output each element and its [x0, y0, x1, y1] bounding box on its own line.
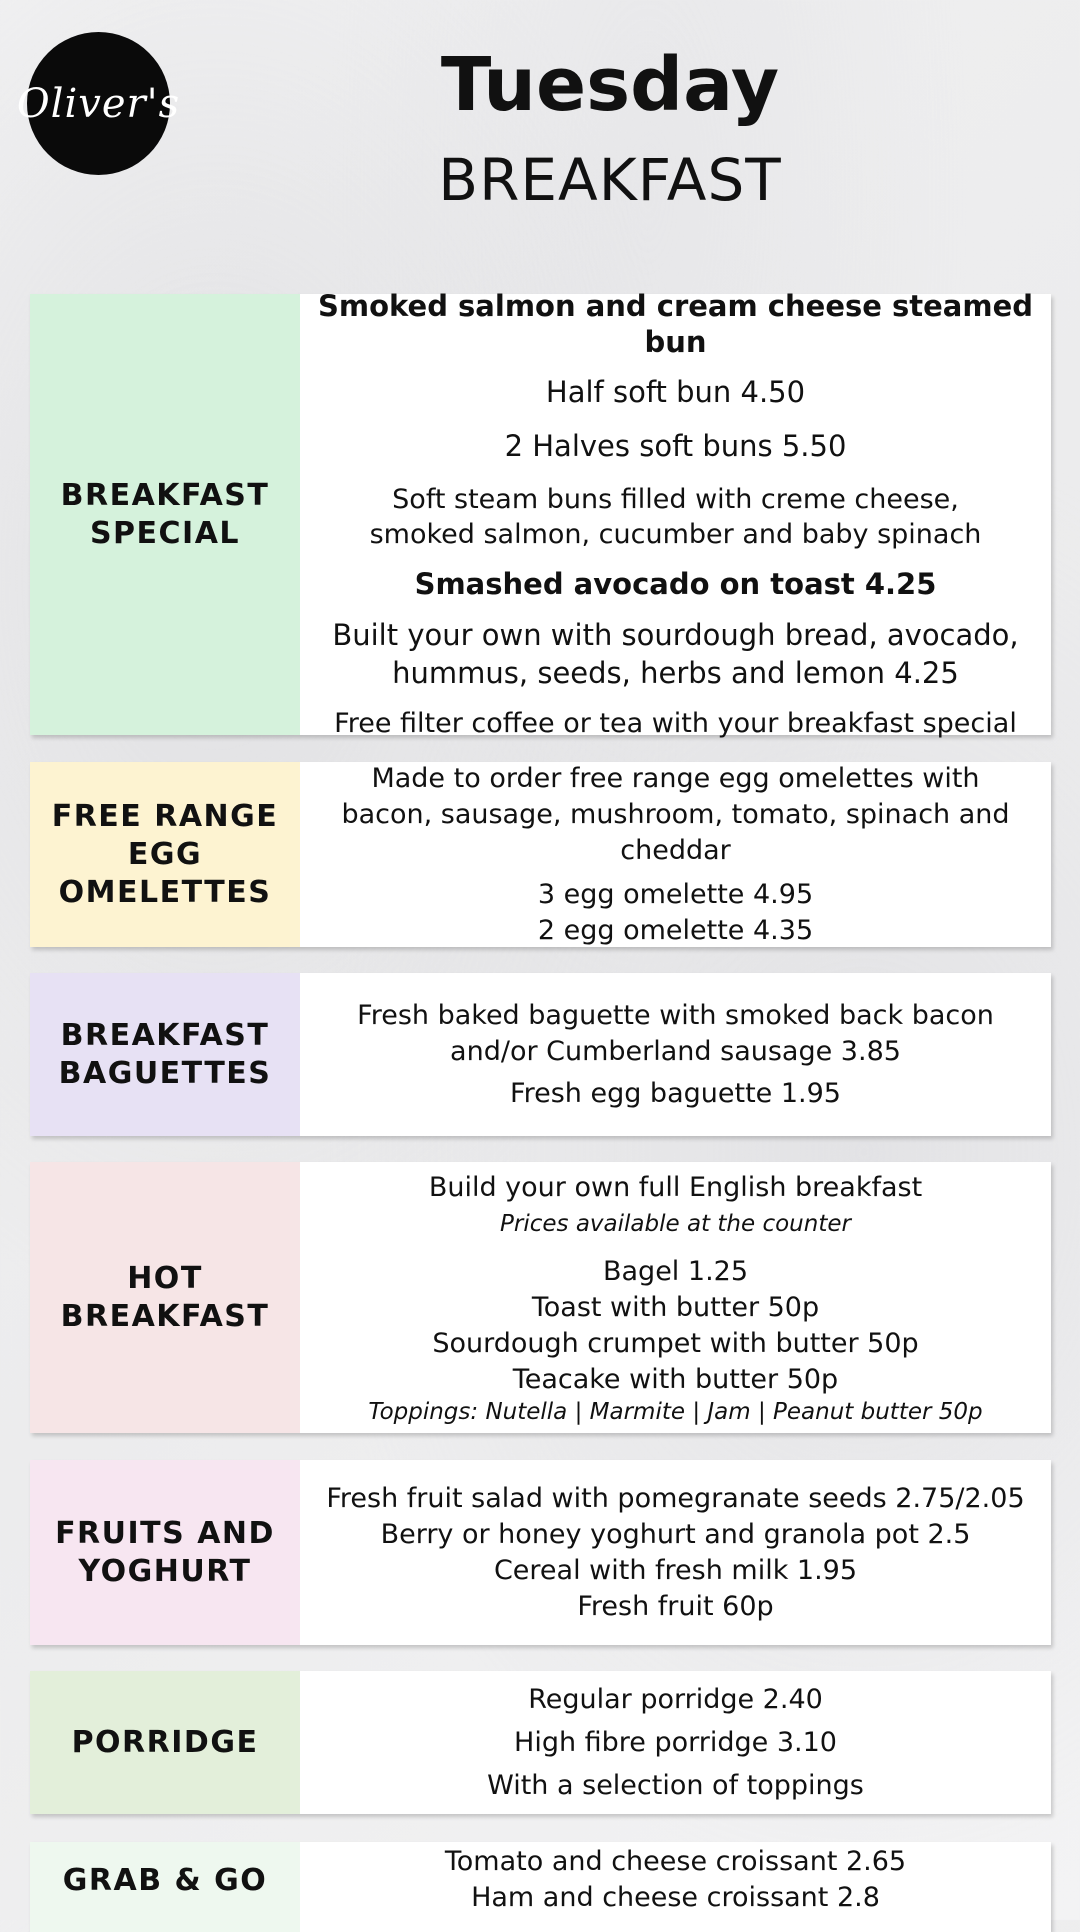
section-label: [30, 1460, 300, 1645]
menu-item: Ham and cheese croissant 2.8: [471, 1882, 880, 1913]
menu-item-note: Free filter coffee or tea with your breakfast special: [334, 707, 1017, 739]
section-content: [300, 973, 1051, 1136]
section-content: [300, 1460, 1051, 1645]
section-content: [300, 762, 1051, 947]
logo-text: Oliver's: [16, 80, 181, 127]
section-hot-breakfast: [30, 1162, 1051, 1433]
page-title-day: Tuesday: [440, 42, 780, 128]
section-label: [30, 1671, 300, 1814]
menu-item: Fresh egg baguette 1.95: [510, 1077, 841, 1109]
label-line: BAGUETTES: [58, 1055, 272, 1091]
brand-logo: [16, 32, 181, 175]
label-line: OMELETTES: [58, 874, 272, 910]
menu-item: With a selection of toppings: [487, 1769, 864, 1801]
section-grab-go: [30, 1842, 1051, 1932]
label-line: BREAKFAST: [60, 1017, 270, 1053]
menu-item: Bagel 1.25: [602, 1255, 749, 1287]
label-line: FRUITS AND: [55, 1515, 275, 1551]
label-line: PORRIDGE: [71, 1724, 259, 1760]
menu-item: Fresh fruit 60p: [577, 1590, 774, 1622]
section-content: [300, 1842, 1051, 1932]
menu-item: Berry or honey yoghurt and granola pot 2.5: [380, 1518, 971, 1550]
menu-item-heading: Smashed avocado on toast 4.25: [414, 566, 937, 601]
section-baguettes: [30, 973, 1051, 1136]
menu-item-description: Made to order free range egg omelettes with bacon, sausage, mushroom, tomato, spinach and cheddar: [341, 762, 1010, 866]
menu-item-note: Toppings: Nutella | Marmite | Jam | Peanut butter 50p: [368, 1398, 983, 1425]
menu-item: High fibre porridge 3.10: [514, 1726, 837, 1758]
section-content: [300, 288, 1051, 739]
menu-item: Sourdough crumpet with butter 50p: [432, 1327, 919, 1359]
label-line: HOT: [127, 1260, 203, 1296]
menu-item-description: Built your own with sourdough bread, avocado, hummus, seeds, herbs and lemon 4.25: [332, 617, 1019, 690]
menu-item: Toast with butter 50p: [531, 1291, 820, 1323]
menu-item: Cereal with fresh milk 1.95: [493, 1554, 858, 1586]
section-breakfast-special: [30, 288, 1051, 739]
menu-item-note: Prices available at the counter: [500, 1210, 851, 1237]
section-label: [30, 762, 300, 947]
menu-item: Half soft bun 4.50: [545, 374, 806, 409]
menu-item: Teacake with butter 50p: [512, 1363, 839, 1395]
page-subtitle-meal: BREAKFAST: [438, 146, 782, 214]
section-content: [300, 1162, 1051, 1433]
label-line: BREAKFAST: [60, 1298, 270, 1334]
menu-item: Fresh fruit salad with pomegranate seeds 2.75/2.05: [326, 1482, 1025, 1514]
menu-item: 2 egg omelette 4.35: [537, 914, 814, 946]
label-line: YOGHURT: [78, 1553, 252, 1589]
section-content: [300, 1671, 1051, 1814]
section-label: [30, 973, 300, 1136]
menu-item: 2 Halves soft buns 5.50: [504, 428, 847, 463]
label-line: FREE RANGE: [51, 798, 279, 834]
menu-item: 3 egg omelette 4.95: [537, 878, 814, 910]
menu-item: Regular porridge 2.40: [528, 1683, 823, 1715]
section-fruits-yoghurt: [30, 1460, 1051, 1645]
menu-item-heading: Smoked salmon and cream cheese steamed bun: [317, 288, 1034, 359]
section-label: [30, 1162, 300, 1433]
menu-item-description: Soft steam buns filled with creme cheese, smoked salmon, cucumber and baby spinach: [369, 483, 982, 550]
section-porridge: [30, 1671, 1051, 1814]
menu-item-description: Fresh baked baguette with smoked back bacon and/or Cumberland sausage 3.85: [357, 999, 994, 1067]
label-line: GRAB & GO: [62, 1863, 268, 1898]
section-label: [30, 1842, 300, 1932]
menu-item: Tomato and cheese croissant 2.65: [444, 1846, 907, 1877]
menu-item: Build your own full English breakfast: [428, 1171, 923, 1203]
label-line: BREAKFAST: [60, 477, 270, 513]
label-line: SPECIAL: [89, 515, 241, 551]
section-label: [30, 294, 300, 735]
section-omelettes: [30, 762, 1051, 947]
label-line: EGG: [127, 836, 203, 872]
